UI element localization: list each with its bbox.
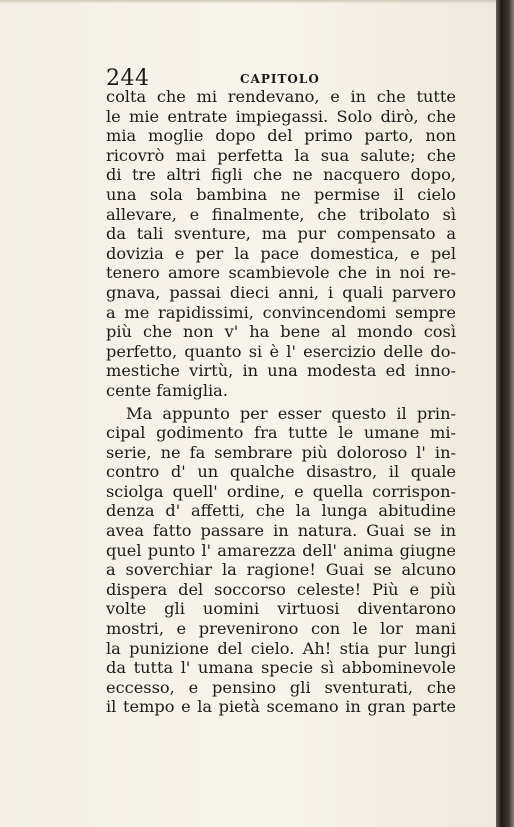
text-line: di tre altri figli che ne nacquero dopo,	[106, 165, 456, 185]
paragraph	[106, 404, 456, 718]
text-line: da tutta l' umana specie sì abbominevole	[106, 658, 456, 678]
text-line: mostri, e prevenirono con le lor mani	[106, 619, 456, 639]
text-line: sciolga quell' ordine, e quella corrispon-	[106, 481, 456, 501]
text-line: denza d' affetti, che la lunga abitudine	[106, 501, 456, 521]
text-line: la punizione del cielo. Ah! stia pur lungi	[106, 638, 456, 658]
text-line: eccesso, e pensino gli sventurati, che	[106, 677, 456, 697]
book-spine-edge	[496, 0, 514, 827]
text-line: a soverchiar la ragione! Guai se alcuno	[106, 560, 456, 580]
page-number: 244	[106, 66, 150, 91]
text-line: le mie entrate impiegassi. Solo dirò, che	[106, 106, 456, 126]
text-line: ricovrò mai perfetta la sua salute; che	[106, 145, 456, 165]
page-top-edge	[0, 0, 496, 4]
text-line: dispera del soccorso celeste! Più e più	[106, 579, 456, 599]
text-line: quel punto l' amarezza dell' anima giugne	[106, 540, 456, 560]
text-line: allevare, e finalmente, che tribolato sì	[106, 204, 456, 224]
text-line: perfetto, quanto si è l' esercizio delle do-	[106, 341, 456, 361]
running-head: CAPITOLO	[240, 72, 320, 86]
text-line: mestiche virtù, in una modesta ed inno-	[106, 361, 456, 381]
text-line: cipal godimento fra tutte le umane mi-	[106, 423, 456, 443]
text-line: gnava, passai dieci anni, i quali parvero	[106, 282, 456, 302]
text-line: a me rapidissimi, convincendomi sempre	[106, 302, 456, 322]
text-line: serie, ne fa sembrare più doloroso l' in-	[106, 442, 456, 462]
text-line: il tempo e la pietà scemano in gran parte	[106, 697, 456, 717]
text-line: colta che mi rendevano, e in che tutte	[106, 87, 456, 106]
text-line: più che non v' ha bene al mondo così	[106, 322, 456, 342]
text-line: contro d' un qualche disastro, il quale	[106, 462, 456, 482]
paragraph	[106, 87, 456, 401]
text-line: mia moglie dopo del primo parto, non	[106, 126, 456, 146]
body-text	[106, 87, 456, 717]
text-line: dovizia e per la pace domestica, e pel	[106, 243, 456, 263]
text-line: avea fatto passare in natura. Guai se in	[106, 521, 456, 541]
text-line: volte gli uomini virtuosi diventarono	[106, 599, 456, 619]
text-line: una sola bambina ne permise il cielo	[106, 184, 456, 204]
text-line: cente famiglia.	[106, 380, 228, 400]
text-line: tenero amore scambievole che in noi re-	[106, 263, 456, 283]
text-line: Ma appunto per esser questo il prin-	[126, 403, 456, 423]
text-line: da tali sventure, ma pur compensato a	[106, 224, 456, 244]
